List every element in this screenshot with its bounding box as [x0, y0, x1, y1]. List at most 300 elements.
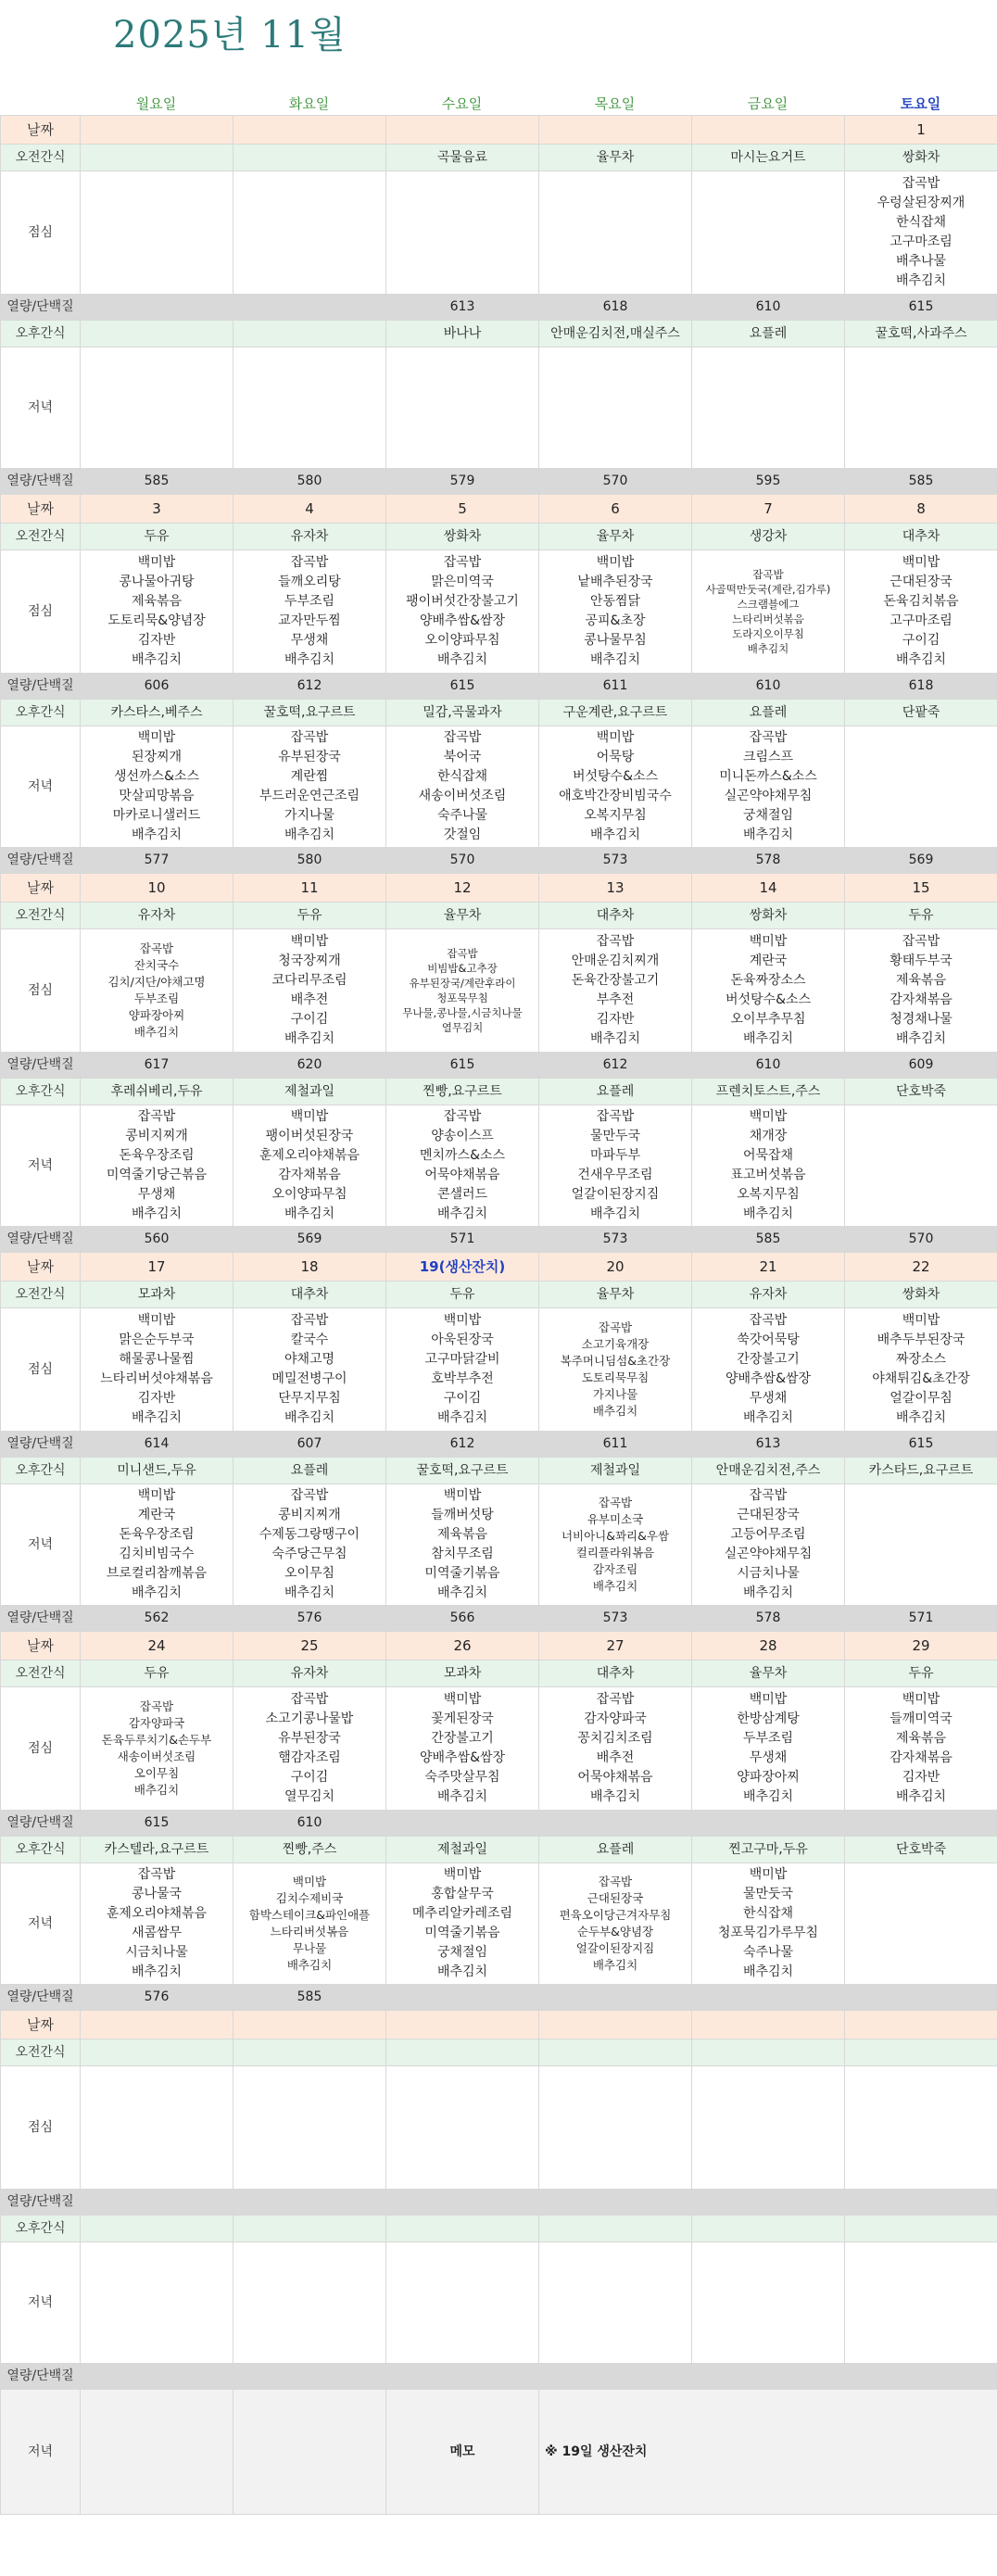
dinner-kcal-cell: 560 — [81, 1227, 233, 1253]
week-1-pm_snack-row — [1, 700, 997, 726]
date-cell — [692, 116, 845, 145]
pm-snack-cell: 요플레 — [539, 1837, 692, 1863]
date-cell: 29 — [845, 1632, 997, 1661]
date-cell — [386, 2011, 539, 2039]
date-cell: 26 — [386, 1632, 539, 1661]
date-cell — [81, 116, 233, 145]
dinner-cell: 백미밥 계란국 돈육우장조림 김치비빔국수 브로컬리참깨볶음 배추김치 — [81, 1484, 233, 1606]
week-0-pm_snack-row — [1, 321, 997, 347]
date-cell — [692, 2011, 845, 2039]
lunch-kcal-cell: 615 — [845, 295, 997, 321]
row-label-dinner: 저녁 — [1, 2242, 81, 2364]
weekday-thu: 목요일 — [594, 95, 636, 112]
week-0-lunch_kcal-row — [1, 295, 997, 321]
date-cell: 22 — [845, 1253, 997, 1282]
pm-snack-cell — [539, 2216, 692, 2242]
row-label-lunch: 점심 — [1, 929, 81, 1053]
am-snack-cell: 유자차 — [81, 903, 233, 929]
lunch-cell: 잡곡밥 들깨오리탕 두부조림 교자만두찜 무생채 배추김치 — [233, 550, 386, 674]
dinner-kcal-cell: 569 — [233, 1227, 386, 1253]
row-label-date: 날짜 — [1, 1253, 81, 1282]
dinner-cell — [692, 347, 845, 469]
date-cell: 11 — [233, 874, 386, 903]
am-snack-cell: 쌍화차 — [692, 903, 845, 929]
week-5-am_snack-row — [1, 2039, 997, 2066]
lunch-cell: 백미밥 배추두부된장국 짜장소스 야채튀김&초간장 얼갈이무침 배추김치 — [845, 1308, 997, 1432]
row-label-pm_snack: 오후간식 — [1, 2216, 81, 2242]
week-1-lunch_kcal-row — [1, 674, 997, 700]
pm-snack-cell: 단호박죽 — [845, 1837, 997, 1863]
date-cell: 24 — [81, 1632, 233, 1661]
week-4-lunch-row — [1, 1687, 997, 1811]
dinner-cell: 백미밥 채개장 어묵잡채 표고버섯볶음 오복지무침 배추김치 — [692, 1105, 845, 1227]
week-1-lunch-row — [1, 550, 997, 674]
am-snack-cell — [386, 2039, 539, 2066]
am-snack-cell: 두유 — [386, 1282, 539, 1308]
dinner-kcal-cell: 573 — [539, 1606, 692, 1632]
dinner-cell: 잡곡밥 근대된장국 편육오이당근겨자무침 순두부&양념장 얼갈이된장지짐 배추김치 — [539, 1863, 692, 1985]
lunch-cell: 백미밥 낱배추된장국 안동찜닭 공피&초장 콩나물무침 배추김치 — [539, 550, 692, 674]
lunch-kcal-cell: 615 — [386, 1053, 539, 1079]
am-snack-cell: 율무차 — [692, 1661, 845, 1687]
pm-snack-cell: 바나나 — [386, 321, 539, 347]
dinner-kcal-cell: 573 — [539, 848, 692, 874]
dinner-cell: 잡곡밥 유부된장국 계란찜 부드러운연근조림 가지나물 배추김치 — [233, 726, 386, 848]
dinner-kcal-cell — [386, 2364, 539, 2390]
lunch-kcal-cell: 615 — [845, 1432, 997, 1458]
week-0-dinner-row — [1, 347, 997, 469]
lunch-cell: 백미밥 맑은순두부국 해물콩나물찜 느타리버섯야채볶음 김자반 배추김치 — [81, 1308, 233, 1432]
dinner-cell — [845, 347, 997, 469]
lunch-kcal-cell — [692, 2190, 845, 2216]
lunch-kcal-cell: 610 — [233, 1811, 386, 1837]
lunch-kcal-cell: 609 — [845, 1053, 997, 1079]
week-5-dinner_kcal-row — [1, 2364, 997, 2390]
row-label-date: 날짜 — [1, 116, 81, 145]
lunch-kcal-cell: 607 — [233, 1432, 386, 1458]
week-0-am_snack-row — [1, 145, 997, 171]
week-4-dinner-row — [1, 1863, 997, 1985]
row-label-am_snack: 오전간식 — [1, 1661, 81, 1687]
week-2-am_snack-row — [1, 903, 997, 929]
am-snack-cell: 곡물음료 — [386, 145, 539, 171]
dinner-kcal-cell: 570 — [386, 848, 539, 874]
dinner-cell: 잡곡밥 콩비지찌개 돈육우장조림 미역줄기당근볶음 무생채 배추김치 — [81, 1105, 233, 1227]
date-cell: 5 — [386, 495, 539, 524]
date-cell: 14 — [692, 874, 845, 903]
week-4-am_snack-row — [1, 1661, 997, 1687]
memo-text: ※ 19일 생산잔치 — [539, 2390, 997, 2515]
date-cell: 15 — [845, 874, 997, 903]
lunch-kcal-cell: 617 — [81, 1053, 233, 1079]
am-snack-cell: 생강차 — [692, 524, 845, 550]
am-snack-cell: 대추차 — [845, 524, 997, 550]
am-snack-cell: 두유 — [845, 1661, 997, 1687]
week-2-pm_snack-row — [1, 1079, 997, 1105]
date-cell — [233, 116, 386, 145]
pm-snack-cell: 프렌치토스트,주스 — [692, 1079, 845, 1105]
lunch-kcal-cell: 612 — [539, 1053, 692, 1079]
date-cell: 28 — [692, 1632, 845, 1661]
lunch-cell: 잡곡밥 쑥갓어묵탕 간장불고기 양배추쌈&쌈장 무생채 배추김치 — [692, 1308, 845, 1432]
am-snack-cell — [233, 145, 386, 171]
week-1-dates-row — [1, 495, 997, 524]
lunch-cell — [845, 2066, 997, 2190]
dinner-cell — [233, 347, 386, 469]
row-label-pm_snack: 오후간식 — [1, 1458, 81, 1484]
lunch-kcal-cell: 612 — [233, 674, 386, 700]
am-snack-cell — [845, 2039, 997, 2066]
date-cell: 27 — [539, 1632, 692, 1661]
week-2-lunch_kcal-row — [1, 1053, 997, 1079]
dinner-kcal-cell: 585 — [233, 1985, 386, 2011]
am-snack-cell: 유자차 — [692, 1282, 845, 1308]
dinner-kcal-cell: 562 — [81, 1606, 233, 1632]
date-cell: 7 — [692, 495, 845, 524]
dinner-cell: 백미밥 된장찌개 생선까스&소스 맛살피망볶음 마카로니샐러드 배추김치 — [81, 726, 233, 848]
week-5-dates-row — [1, 2011, 997, 2039]
dinner-cell: 백미밥 팽이버섯된장국 훈제오리야채볶음 감자채볶음 오이양파무침 배추김치 — [233, 1105, 386, 1227]
date-cell: 10 — [81, 874, 233, 903]
am-snack-cell: 쌍화차 — [386, 524, 539, 550]
dinner-kcal-cell — [81, 2364, 233, 2390]
row-label-kcal: 열량/단백질 — [1, 674, 81, 700]
pm-snack-cell: 구운계란,요구르트 — [539, 700, 692, 726]
row-label-lunch: 점심 — [1, 171, 81, 295]
lunch-kcal-cell — [539, 2190, 692, 2216]
weekday-mon: 월요일 — [135, 95, 177, 112]
row-label-pm_snack: 오후간식 — [1, 1837, 81, 1863]
pm-snack-cell: 제철과일 — [539, 1458, 692, 1484]
pm-snack-cell: 단팥죽 — [845, 700, 997, 726]
week-5-pm_snack-row — [1, 2216, 997, 2242]
date-cell: 19(생산잔치) — [386, 1253, 539, 1282]
week-4-dates-row — [1, 1632, 997, 1661]
lunch-kcal-cell — [386, 2190, 539, 2216]
row-label-dinner: 저녁 — [1, 2390, 81, 2515]
week-2-dates-row — [1, 874, 997, 903]
row-label-kcal: 열량/단백질 — [1, 1811, 81, 1837]
lunch-kcal-cell: 611 — [539, 674, 692, 700]
lunch-cell — [386, 2066, 539, 2190]
pm-snack-cell: 꿀호떡,요구르트 — [233, 700, 386, 726]
lunch-cell: 잡곡밥 비빔밥&고추장 유부된장국/계란후라이 청포묵무침 무나물,콩나물,시금치나물 열무김치 — [386, 929, 539, 1053]
dinner-kcal-cell — [386, 1985, 539, 2011]
lunch-kcal-cell — [386, 1811, 539, 1837]
date-cell — [233, 2011, 386, 2039]
lunch-cell: 백미밥 근대된장국 돈육김치볶음 고구마조림 구이김 배추김치 — [845, 550, 997, 674]
date-cell: 21 — [692, 1253, 845, 1282]
meal-calendar — [0, 115, 997, 2515]
dinner-kcal-cell: 579 — [386, 469, 539, 495]
row-label-am_snack: 오전간식 — [1, 145, 81, 171]
pm-snack-cell — [386, 2216, 539, 2242]
am-snack-cell: 쌍화차 — [845, 145, 997, 171]
pm-snack-cell: 제철과일 — [233, 1079, 386, 1105]
week-4-pm_snack-row — [1, 1837, 997, 1863]
date-cell: 13 — [539, 874, 692, 903]
row-label-lunch: 점심 — [1, 2066, 81, 2190]
week-2-dinner_kcal-row — [1, 1227, 997, 1253]
dinner-kcal-cell: 580 — [233, 848, 386, 874]
dinner-kcal-cell: 571 — [845, 1606, 997, 1632]
dinner-cell — [81, 2242, 233, 2364]
pm-snack-cell: 꿀호떡,사과주스 — [845, 321, 997, 347]
dinner-kcal-cell: 576 — [233, 1606, 386, 1632]
memo-row — [1, 2390, 997, 2515]
dinner-cell: 백미밥 물만둣국 한식잡채 청포묵김가루무침 숙주나물 배추김치 — [692, 1863, 845, 1985]
lunch-kcal-cell: 615 — [386, 674, 539, 700]
date-cell — [539, 116, 692, 145]
am-snack-cell: 두유 — [233, 903, 386, 929]
date-cell — [386, 116, 539, 145]
lunch-kcal-cell: 611 — [539, 1432, 692, 1458]
dinner-kcal-cell — [692, 1985, 845, 2011]
lunch-kcal-cell: 610 — [692, 295, 845, 321]
pm-snack-cell: 안매운김치전,매실주스 — [539, 321, 692, 347]
weekday-wed: 수요일 — [441, 95, 483, 112]
am-snack-cell — [233, 2039, 386, 2066]
pm-snack-cell: 찐고구마,두유 — [692, 1837, 845, 1863]
pm-snack-cell: 카스텔라,요구르트 — [81, 1837, 233, 1863]
dinner-cell — [386, 2242, 539, 2364]
date-cell — [81, 2011, 233, 2039]
am-snack-cell: 율무차 — [539, 145, 692, 171]
row-label-kcal: 열량/단백질 — [1, 1606, 81, 1632]
dinner-cell: 잡곡밥 북어국 한식잡채 새송이버섯조림 숙주나물 갓절임 — [386, 726, 539, 848]
memo-label: 메모 — [386, 2390, 539, 2515]
weekday-fri: 금요일 — [747, 95, 789, 112]
lunch-kcal-cell: 620 — [233, 1053, 386, 1079]
week-3-dinner-row — [1, 1484, 997, 1606]
row-label-am_snack: 오전간식 — [1, 903, 81, 929]
date-cell: 8 — [845, 495, 997, 524]
row-label-date: 날짜 — [1, 1632, 81, 1661]
pm-snack-cell — [692, 2216, 845, 2242]
lunch-cell: 잡곡밥 소고기콩나물밥 유부된장국 햄감자조림 구이김 열무김치 — [233, 1687, 386, 1811]
weekday-sat: 토요일 — [900, 95, 941, 112]
lunch-kcal-cell — [539, 1811, 692, 1837]
dinner-kcal-cell: 571 — [386, 1227, 539, 1253]
dinner-cell — [845, 2242, 997, 2364]
pm-snack-cell: 밀감,곡물과자 — [386, 700, 539, 726]
row-label-pm_snack: 오후간식 — [1, 1079, 81, 1105]
dinner-cell — [845, 1105, 997, 1227]
lunch-cell: 잡곡밥 사골떡만둣국(계란,김가루) 스크램블에그 느타리버섯볶음 도라지오이무침 배추김치 — [692, 550, 845, 674]
week-5-dinner-row — [1, 2242, 997, 2364]
dinner-kcal-cell — [845, 2364, 997, 2390]
pm-snack-cell: 요플레 — [692, 321, 845, 347]
pm-snack-cell: 카스타스,베주스 — [81, 700, 233, 726]
am-snack-cell: 율무차 — [386, 903, 539, 929]
row-label-pm_snack: 오후간식 — [1, 321, 81, 347]
week-2-dinner-row — [1, 1105, 997, 1227]
lunch-cell: 잡곡밥 소고기육개장 복주머니딤섬&초간장 도토리묵무침 가지나물 배추김치 — [539, 1308, 692, 1432]
lunch-kcal-cell — [692, 1811, 845, 1837]
date-cell — [845, 2011, 997, 2039]
row-label-dinner: 저녁 — [1, 1484, 81, 1606]
am-snack-cell — [81, 145, 233, 171]
week-3-dates-row — [1, 1253, 997, 1282]
row-label-kcal: 열량/단백질 — [1, 1053, 81, 1079]
dinner-cell — [386, 347, 539, 469]
lunch-cell: 잡곡밥 맑은미역국 팽이버섯간장불고기 양배추쌈&쌈장 오이양파무침 배추김치 — [386, 550, 539, 674]
dinner-kcal-cell — [539, 2364, 692, 2390]
lunch-cell: 잡곡밥 우렁살된장찌개 한식잡채 고구마조림 배추나물 배추김치 — [845, 171, 997, 295]
dinner-kcal-cell: 566 — [386, 1606, 539, 1632]
lunch-kcal-cell: 610 — [692, 1053, 845, 1079]
dinner-kcal-cell: 569 — [845, 848, 997, 874]
pm-snack-cell: 요플레 — [233, 1458, 386, 1484]
week-4-dinner_kcal-row — [1, 1985, 997, 2011]
week-0-dinner_kcal-row — [1, 469, 997, 495]
row-label-pm_snack: 오후간식 — [1, 700, 81, 726]
date-cell — [539, 2011, 692, 2039]
dinner-cell — [845, 1484, 997, 1606]
lunch-cell — [386, 171, 539, 295]
dinner-cell: 잡곡밥 양송이스프 멘치까스&소스 어묵야채볶음 콘샐러드 배추김치 — [386, 1105, 539, 1227]
date-cell: 17 — [81, 1253, 233, 1282]
row-label-am_snack: 오전간식 — [1, 2039, 81, 2066]
lunch-cell — [539, 171, 692, 295]
dinner-cell — [845, 726, 997, 848]
lunch-kcal-cell: 606 — [81, 674, 233, 700]
am-snack-cell: 유자차 — [233, 524, 386, 550]
row-label-date: 날짜 — [1, 495, 81, 524]
dinner-cell — [539, 347, 692, 469]
am-snack-cell: 대추차 — [539, 1661, 692, 1687]
week-5-lunch-row — [1, 2066, 997, 2190]
dinner-kcal-cell: 580 — [233, 469, 386, 495]
lunch-cell — [233, 171, 386, 295]
lunch-kcal-cell: 618 — [539, 295, 692, 321]
pm-snack-cell — [81, 2216, 233, 2242]
dinner-cell: 잡곡밥 근대된장국 고등어무조림 실곤약야채무침 시금치나물 배추김치 — [692, 1484, 845, 1606]
row-label-kcal: 열량/단백질 — [1, 2364, 81, 2390]
week-3-pm_snack-row — [1, 1458, 997, 1484]
lunch-cell — [692, 2066, 845, 2190]
dinner-cell — [845, 1863, 997, 1985]
dinner-kcal-cell: 578 — [692, 848, 845, 874]
lunch-kcal-cell: 618 — [845, 674, 997, 700]
dinner-kcal-cell — [233, 2364, 386, 2390]
dinner-kcal-cell: 573 — [539, 1227, 692, 1253]
pm-snack-cell — [845, 2216, 997, 2242]
lunch-cell: 백미밥 아욱된장국 고구마닭갈비 호박부추전 구이김 배추김치 — [386, 1308, 539, 1432]
dinner-cell — [539, 2242, 692, 2364]
dinner-cell: 백미밥 홍합살무국 메추리알카레조림 미역줄기볶음 궁채절임 배추김치 — [386, 1863, 539, 1985]
pm-snack-cell: 안매운김치전,주스 — [692, 1458, 845, 1484]
dinner-kcal-cell: 585 — [845, 469, 997, 495]
lunch-kcal-cell: 614 — [81, 1432, 233, 1458]
lunch-cell: 백미밥 들깨미역국 제육볶음 감자채볶음 김자반 배추김치 — [845, 1687, 997, 1811]
am-snack-cell: 두유 — [845, 903, 997, 929]
dinner-kcal-cell: 578 — [692, 1606, 845, 1632]
lunch-cell — [539, 2066, 692, 2190]
date-cell: 3 — [81, 495, 233, 524]
row-label-date: 날짜 — [1, 874, 81, 903]
row-label-dinner: 저녁 — [1, 347, 81, 469]
row-label-dinner: 저녁 — [1, 1863, 81, 1985]
row-label-kcal: 열량/단백질 — [1, 1985, 81, 2011]
lunch-cell: 잡곡밥 황태두부국 제육볶음 감자채볶음 청경채나물 배추김치 — [845, 929, 997, 1053]
am-snack-cell: 쌍화차 — [845, 1282, 997, 1308]
date-cell: 20 — [539, 1253, 692, 1282]
dinner-kcal-cell — [692, 2364, 845, 2390]
dinner-cell: 백미밥 어묵탕 버섯탕수&소스 애호박간장비빔국수 오복지무침 배추김치 — [539, 726, 692, 848]
dinner-cell — [692, 2242, 845, 2364]
am-snack-cell: 모과차 — [81, 1282, 233, 1308]
lunch-kcal-cell: 615 — [81, 1811, 233, 1837]
lunch-cell: 잡곡밥 감자양파국 돈육두루치기&손두부 새송이버섯조림 오이무침 배추김치 — [81, 1687, 233, 1811]
date-cell: 1 — [845, 116, 997, 145]
am-snack-cell — [692, 2039, 845, 2066]
lunch-kcal-cell — [233, 2190, 386, 2216]
row-label-am_snack: 오전간식 — [1, 1282, 81, 1308]
date-cell: 12 — [386, 874, 539, 903]
row-label-dinner: 저녁 — [1, 1105, 81, 1227]
lunch-kcal-cell — [233, 295, 386, 321]
lunch-kcal-cell: 612 — [386, 1432, 539, 1458]
lunch-cell: 백미밥 꽃게된장국 간장불고기 양배추쌈&쌈장 숙주맛살무침 배추김치 — [386, 1687, 539, 1811]
week-3-lunch-row — [1, 1308, 997, 1432]
date-cell: 4 — [233, 495, 386, 524]
lunch-cell: 백미밥 계란국 돈육짜장소스 버섯탕수&소스 오이부추무침 배추김치 — [692, 929, 845, 1053]
pm-snack-cell: 꿀호떡,요구르트 — [386, 1458, 539, 1484]
dinner-kcal-cell — [845, 1985, 997, 2011]
lunch-cell — [81, 171, 233, 295]
dinner-cell: 잡곡밥 유부미소국 너비아니&꽈리&우쌈 컬리플라워볶음 감자조림 배추김치 — [539, 1484, 692, 1606]
pm-snack-cell: 찐빵,요구르트 — [386, 1079, 539, 1105]
row-label-kcal: 열량/단백질 — [1, 848, 81, 874]
week-3-am_snack-row — [1, 1282, 997, 1308]
am-snack-cell: 두유 — [81, 524, 233, 550]
week-1-dinner-row — [1, 726, 997, 848]
pm-snack-cell: 요플레 — [692, 700, 845, 726]
pm-snack-cell: 제철과일 — [386, 1837, 539, 1863]
am-snack-cell: 율무차 — [539, 524, 692, 550]
pm-snack-cell: 카스타드,요구르트 — [845, 1458, 997, 1484]
lunch-kcal-cell — [81, 295, 233, 321]
dinner-cell — [233, 2242, 386, 2364]
am-snack-cell: 대추차 — [539, 903, 692, 929]
dinner-cell: 잡곡밥 콩비지찌개 수제동그랑땡구이 숙주당근무침 오이무침 배추김치 — [233, 1484, 386, 1606]
am-snack-cell: 마시는요거트 — [692, 145, 845, 171]
row-label-kcal: 열량/단백질 — [1, 2190, 81, 2216]
row-label-lunch: 점심 — [1, 1687, 81, 1811]
lunch-cell: 백미밥 한방삼계탕 두부조림 무생채 양파장아찌 배추김치 — [692, 1687, 845, 1811]
week-3-dinner_kcal-row — [1, 1606, 997, 1632]
lunch-cell: 잡곡밥 잔치국수 김치/지단/야채고명 두부조림 양파장아찌 배추김치 — [81, 929, 233, 1053]
am-snack-cell: 대추차 — [233, 1282, 386, 1308]
pm-snack-cell: 찐빵,주스 — [233, 1837, 386, 1863]
dinner-kcal-cell: 577 — [81, 848, 233, 874]
dinner-cell: 잡곡밥 콩나물국 훈제오리야채볶음 새콤쌈무 시금치나물 배추김치 — [81, 1863, 233, 1985]
lunch-cell: 백미밥 콩나물아귀탕 제육볶음 도토리묵&양념장 김자반 배추김치 — [81, 550, 233, 674]
dinner-cell: 잡곡밥 크림스프 미니돈까스&소스 실곤약야채무침 궁채절임 배추김치 — [692, 726, 845, 848]
row-label-kcal: 열량/단백질 — [1, 1432, 81, 1458]
dinner-kcal-cell: 585 — [81, 469, 233, 495]
week-2-lunch-row — [1, 929, 997, 1053]
week-0-dates-row — [1, 116, 997, 145]
lunch-kcal-cell: 613 — [386, 295, 539, 321]
weekday-header — [0, 93, 997, 115]
pm-snack-cell: 후레쉬베리,두유 — [81, 1079, 233, 1105]
lunch-kcal-cell: 613 — [692, 1432, 845, 1458]
lunch-cell — [81, 2066, 233, 2190]
week-5-lunch_kcal-row — [1, 2190, 997, 2216]
lunch-kcal-cell — [845, 2190, 997, 2216]
